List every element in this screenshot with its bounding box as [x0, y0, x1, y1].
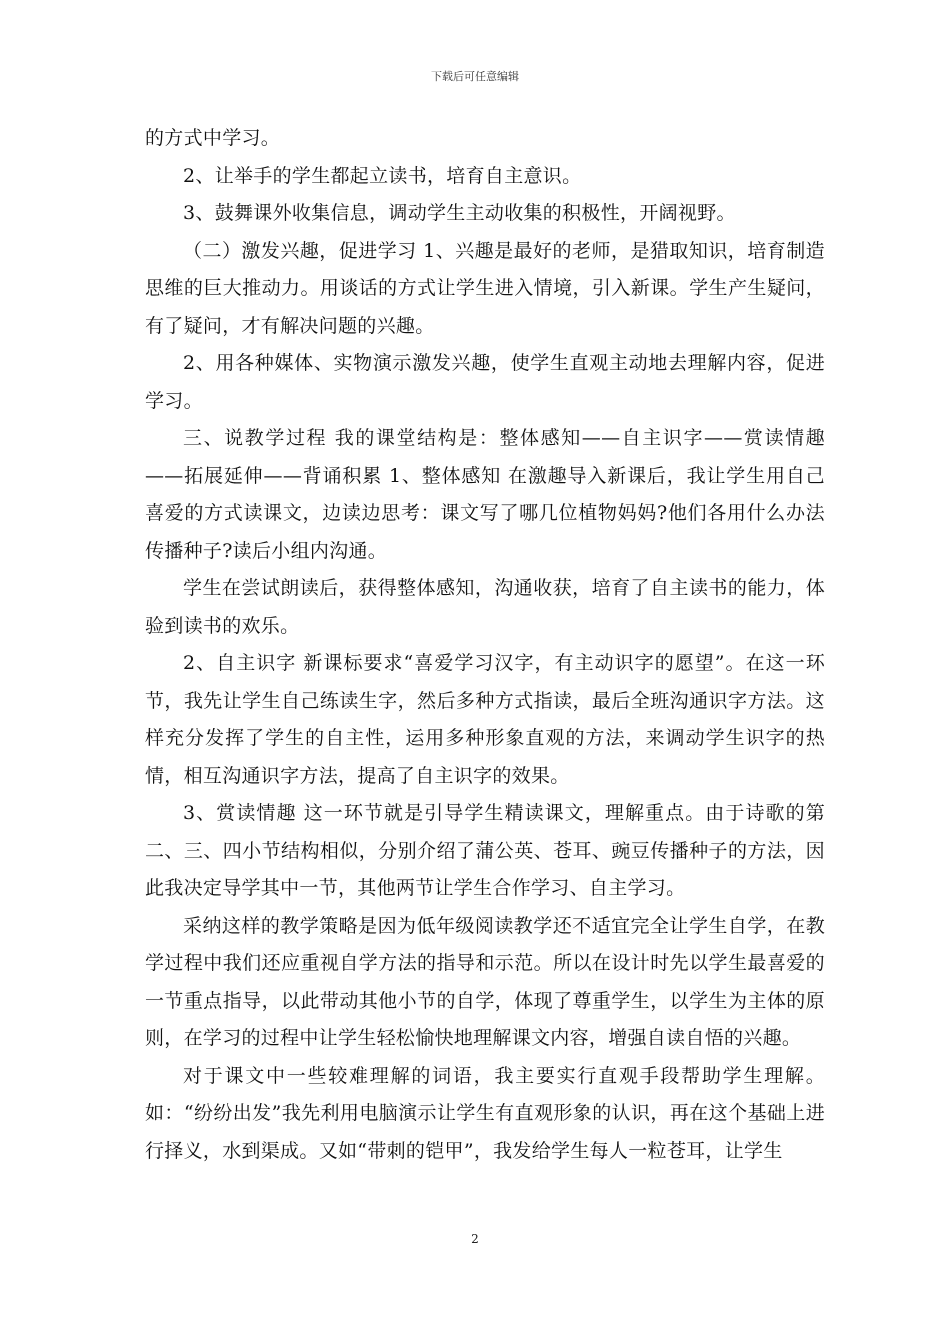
page-number: 2: [471, 1232, 479, 1246]
paragraph: 3、赏读情趣 这一环节就是引导学生精读课文，理解重点。由于诗歌的第二、三、四小节结构相似，分别介绍了蒲公英、苍耳、豌豆传播种子的方法，因此我决定导学其中一节，其他两节让学生合作学习、自主学习。: [145, 802, 825, 899]
paragraph: 2、自主识字 新课标要求“喜爱学习汉字，有主动识字的愿望”。在这一环节，我先让学生自己练读生字，然后多种方式指读，最后全班沟通识字方法。这样充分发挥了学生的自主性，运用多种形象直观的方法，来调动学生识字的热情，相互沟通识字方法，提高了自主识字的效果。: [145, 652, 825, 787]
page-header: 下载后可任意编辑: [431, 70, 519, 83]
paragraph: 采纳这样的教学策略是因为低年级阅读教学还不适宜完全让学生自学，在教学过程中我们还应重视自学方法的指导和示范。所以在设计时先以学生最喜爱的一节重点指导，以此带动其他小节的自学，体现了尊重学生，以学生为主体的原则，在学习的过程中让学生轻松愉快地理解课文内容，增强自读自悟的兴趣。: [145, 914, 825, 1049]
paragraph: 学生在尝试朗读后，获得整体感知，沟通收获，培育了自主读书的能力，体验到读书的欢乐。: [145, 577, 825, 637]
paragraph: 3、鼓舞课外收集信息，调动学生主动收集的积极性，开阔视野。: [183, 202, 736, 224]
paragraph: 2、让举手的学生都起立读书，培育自主意识。: [183, 164, 582, 187]
document-body: [145, 120, 825, 1170]
paragraph: 对于课文中一些较难理解的词语，我主要实行直观手段帮助学生理解。如：“纷纷出发”我先利用电脑演示让学生有直观形象的认识，再在这个基础上进行择义，水到渠成。又如“带刺的铠甲”，我发给学生每人一粒苍耳，让学生: [145, 1064, 825, 1162]
paragraph: （二）激发兴趣，促进学习 1、兴趣是最好的老师，是猎取知识，培育制造思维的巨大推动力。用谈话的方式让学生进入情境，引入新课。学生产生疑问，有了疑问，才有解决问题的兴趣。: [145, 239, 825, 337]
paragraph: 2、用各种媒体、实物演示激发兴趣，使学生直观主动地去理解内容，促进学习。: [145, 352, 825, 412]
paragraph: 的方式中学习。: [145, 127, 281, 149]
paragraph: 三、说教学过程 我的课堂结构是：整体感知——自主识字——赏读情趣——拓展延伸——背诵积累 1、整体感知 在激趣导入新课后，我让学生用自己喜爱的方式读课文，边读边思考：课文写了哪几位植物妈妈?他们各用什么办法传播种子?读后小组内沟通。: [145, 427, 825, 562]
